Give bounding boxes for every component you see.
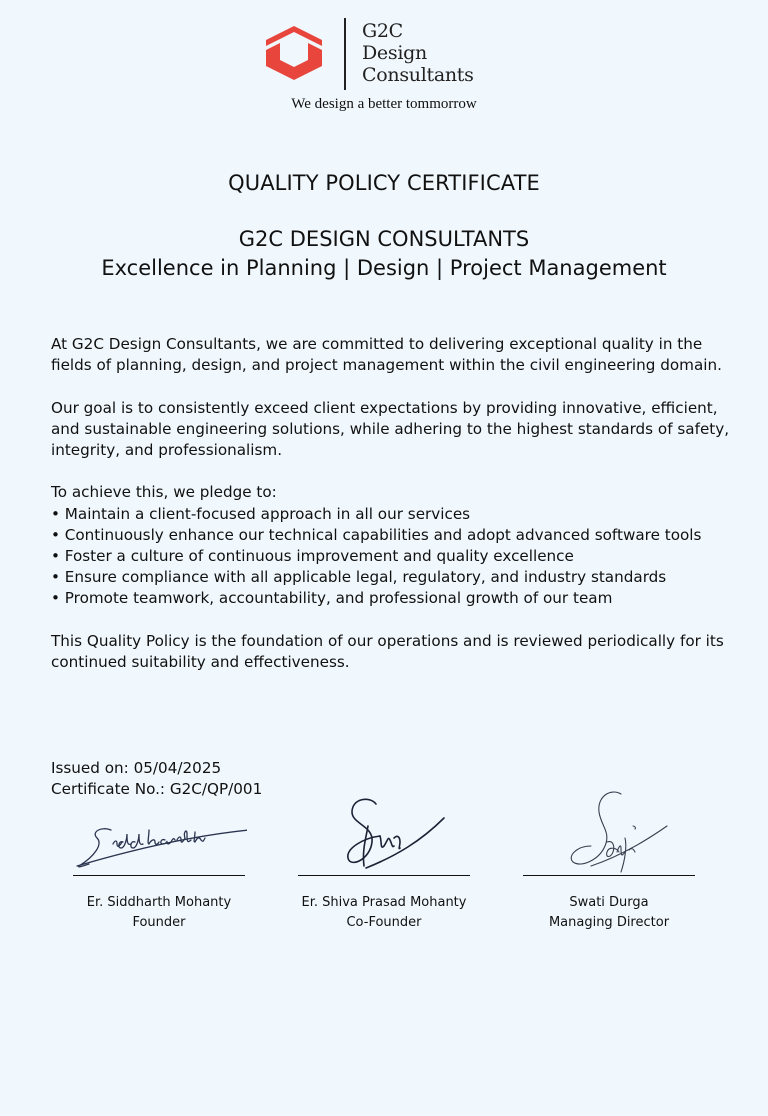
policy-paragraph-intro: At G2C Design Consultants, we are committed to delivering exceptional quality in the fields of planning, design, and project management within the civil engineering domain. bbox=[51, 335, 722, 375]
logo-name-line2: Design bbox=[362, 42, 427, 64]
signatory-managing-director bbox=[521, 786, 697, 936]
signatory-name: Er. Siddharth Mohanty bbox=[86, 895, 232, 910]
logo-divider bbox=[344, 18, 346, 90]
pledge-list bbox=[51, 482, 731, 609]
signature-line bbox=[298, 875, 470, 876]
company-name: G2C DESIGN CONSULTANTS bbox=[238, 227, 530, 251]
signature-cofounder-image bbox=[296, 786, 472, 878]
certificate-number: Certificate No.: G2C/QP/001 bbox=[51, 780, 263, 799]
signatory-cofounder bbox=[296, 786, 472, 936]
pledge-item: • Promote teamwork, accountability, and professional growth of our team bbox=[51, 589, 613, 608]
signatory-role: Co-Founder bbox=[346, 915, 422, 930]
company-subtitle: Excellence in Planning | Design | Project Management bbox=[101, 256, 667, 280]
logo-name-line1: G2C bbox=[362, 20, 403, 42]
pledge-item: • Maintain a client-focused approach in all our services bbox=[51, 504, 471, 523]
company-tagline: We design a better tommorrow bbox=[291, 96, 477, 112]
signature-line bbox=[73, 875, 245, 876]
signature-managing-director-image bbox=[521, 786, 697, 878]
signature-founder-image bbox=[71, 786, 247, 878]
pledge-intro: To achieve this, we pledge to: bbox=[51, 483, 277, 502]
policy-body bbox=[51, 334, 731, 694]
signatory-name: Er. Shiva Prasad Mohanty bbox=[301, 895, 467, 910]
policy-paragraph-goal: Our goal is to consistently exceed client expectations by providing innovative, efficient, and sustainable engineering solutions, while adhering to the highest standards of safety, integrity, and professionalism. bbox=[51, 398, 730, 459]
signature-line bbox=[523, 875, 695, 876]
pledge-item: • Ensure compliance with all applicable legal, regulatory, and industry standards bbox=[51, 568, 667, 587]
signatory-name: Swati Durga bbox=[569, 895, 649, 910]
issued-on: Issued on: 05/04/2025 bbox=[51, 759, 222, 777]
pledge-item: • Continuously enhance our technical capabilities and adopt advanced software tools bbox=[51, 525, 702, 544]
signatory-founder bbox=[71, 786, 247, 936]
certificate-title: QUALITY POLICY CERTIFICATE bbox=[228, 171, 540, 195]
logo-name-line3: Consultants bbox=[362, 64, 474, 86]
pledge-item: • Foster a culture of continuous improvement and quality excellence bbox=[51, 547, 574, 565]
g2c-logo-icon bbox=[262, 24, 326, 82]
signatory-role: Founder bbox=[132, 915, 186, 930]
signatory-role: Managing Director bbox=[548, 915, 670, 930]
policy-closing: This Quality Policy is the foundation of our operations and is reviewed periodically for its continued suitability and effectiveness. bbox=[51, 631, 724, 671]
logo-wordmark bbox=[362, 20, 474, 86]
